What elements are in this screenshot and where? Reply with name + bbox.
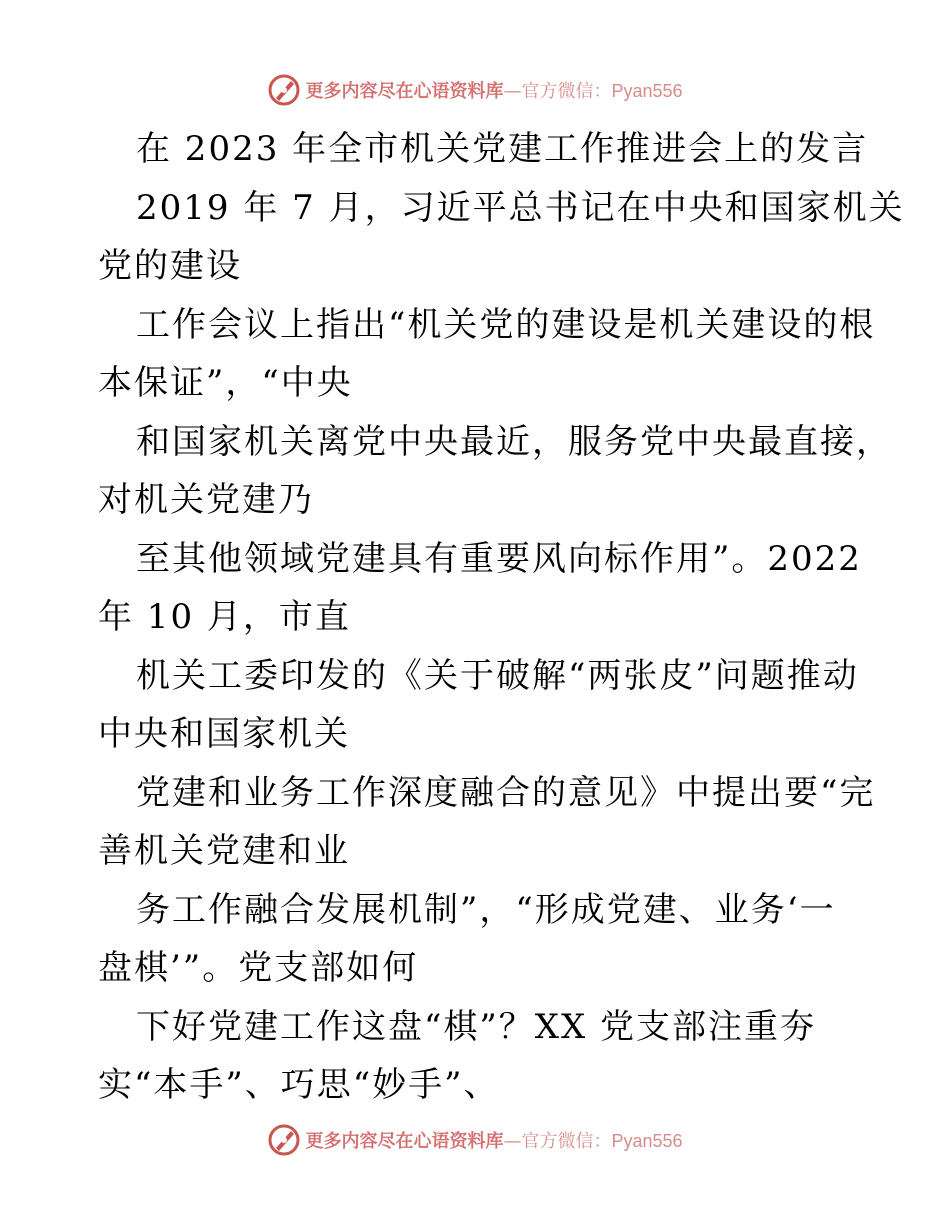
header-watermark	[0, 70, 950, 110]
document-title: 在 2023 年全市机关党建工作推进会上的发言	[136, 129, 869, 169]
text-line: 至其他领域党建具有重要风向标作用”。2022	[136, 538, 862, 579]
watermark-brand: 更多内容尽在心语资料库	[305, 81, 504, 102]
text-line: 实“本手”、巧思“妙手”、	[98, 1065, 500, 1105]
text-line: 年 10 月，市直	[98, 597, 351, 637]
document-body	[98, 120, 905, 1115]
watermark-wechat-label: 官方微信：	[521, 1131, 612, 1152]
text-line: 本保证”，“中央	[98, 363, 353, 403]
text-line: 对机关党建乃	[98, 480, 314, 520]
text-line: 机关工委印发的《关于破解“两张皮”问题推动	[136, 655, 859, 696]
watermark-text	[305, 1127, 682, 1153]
text-line: 党的建设	[98, 246, 242, 286]
watermark-separator: —	[503, 1131, 522, 1152]
watermark-wechat-id: Pyan556	[611, 81, 683, 101]
watermark-wechat-label: 官方微信：	[521, 81, 612, 102]
text-line: 中央和国家机关	[98, 714, 350, 754]
text-line: 党建和业务工作深度融合的意见》中提出要“完	[136, 772, 876, 813]
text-line: 工作会议上指出“机关党的建设是机关建设的根	[136, 304, 876, 345]
watermark-text	[305, 77, 682, 103]
watermark-separator: —	[503, 81, 522, 102]
watermark-wechat-id: Pyan556	[611, 1131, 683, 1151]
watermark-brand: 更多内容尽在心语资料库	[305, 1131, 504, 1152]
text-line: 盘棋’”。党支部如何	[98, 948, 419, 988]
pen-logo-icon	[267, 1123, 301, 1157]
text-line: 2019 年 7 月，习近平总书记在中央和国家机关	[136, 187, 905, 228]
text-line: 善机关党建和业	[98, 831, 350, 871]
pen-logo-icon	[267, 73, 301, 107]
text-line: 下好党建工作这盘“棋”？XX 党支部注重夯	[136, 1006, 816, 1047]
footer-watermark	[0, 1120, 950, 1160]
text-line: 务工作融合发展机制”，“形成党建、业务‘一	[136, 889, 836, 930]
text-line: 和国家机关离党中央最近，服务党中央最直接，	[136, 421, 892, 462]
